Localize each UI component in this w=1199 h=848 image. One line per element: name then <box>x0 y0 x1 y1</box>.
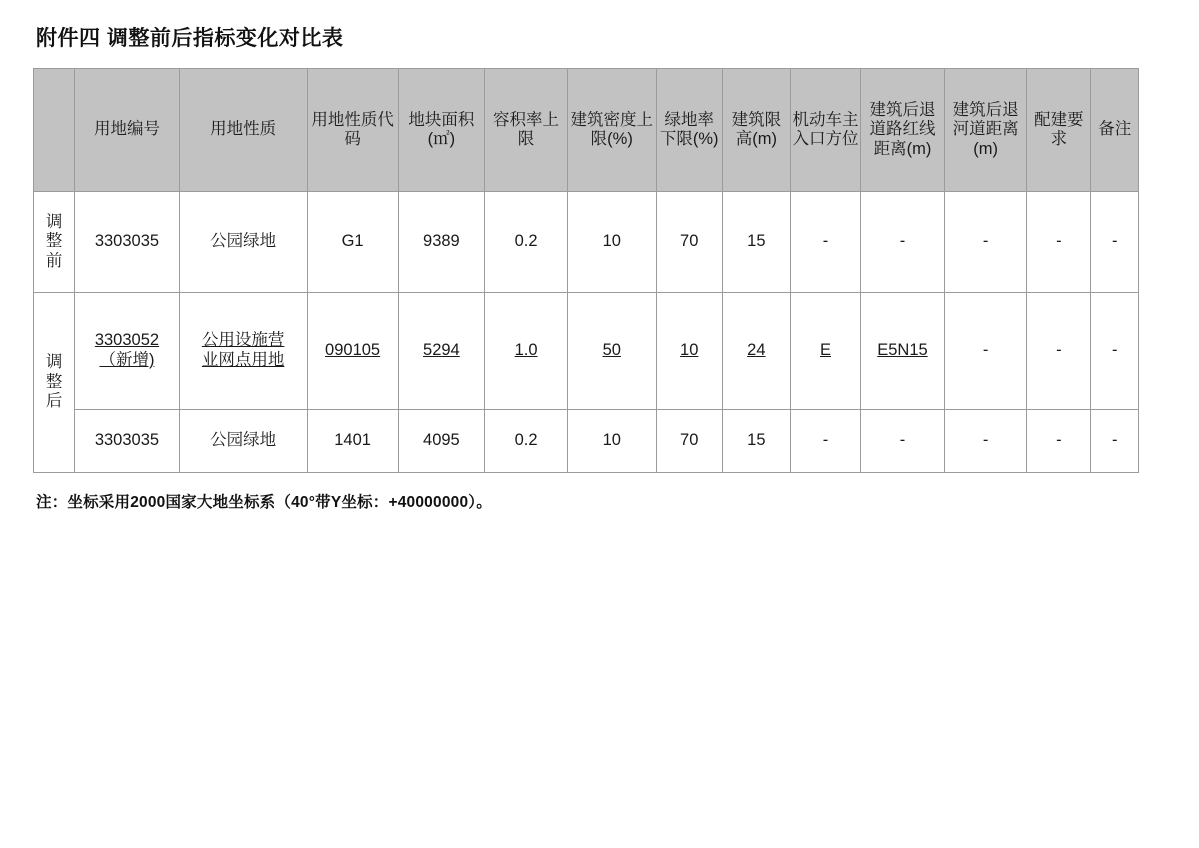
cell-river-setback: - <box>944 192 1027 293</box>
page-title: 附件四 调整前后指标变化对比表 <box>36 27 344 50</box>
cell-green-ratio: 70 <box>656 410 722 473</box>
table-row <box>34 293 1139 410</box>
cell-green-ratio: 70 <box>656 192 722 293</box>
cell-building-density: 10 <box>567 410 656 473</box>
header-river-setback: 建筑后退河道距离(m) <box>944 69 1027 192</box>
cell-vehicle-entrance: - <box>790 410 860 473</box>
header-building-density: 建筑密度上限(%) <box>567 69 656 192</box>
table-note: 注：坐标采用2000国家大地坐标系（40°带Y坐标：+40000000）。 <box>36 494 492 511</box>
cell-height-limit: 15 <box>722 192 790 293</box>
cell-land-code: 3303035 <box>75 410 179 473</box>
cell-supporting-requirement: - <box>1027 293 1091 410</box>
cell-far-limit: 1.0 <box>485 293 568 410</box>
cell-land-code <box>75 293 179 410</box>
header-land-use-code: 用地性质代码 <box>307 69 398 192</box>
cell-building-density: 10 <box>567 192 656 293</box>
cell-green-ratio: 10 <box>656 293 722 410</box>
cell-plot-area: 9389 <box>398 192 485 293</box>
cell-land-use-code: 090105 <box>307 293 398 410</box>
cell-land-use: 公园绿地 <box>179 192 307 293</box>
row-group-label-char: 后 <box>45 392 63 411</box>
cell-height-limit: 24 <box>722 293 790 410</box>
header-vehicle-entrance: 机动车主入口方位 <box>790 69 860 192</box>
table-header-row <box>34 69 1139 192</box>
cell-road-setback: E5N15 <box>861 293 945 410</box>
cell-building-density: 50 <box>567 293 656 410</box>
cell-vehicle-entrance: E <box>790 293 860 410</box>
cell-far-limit: 0.2 <box>485 410 568 473</box>
header-land-use: 用地性质 <box>179 69 307 192</box>
cell-land-code-line1: 3303052 <box>94 331 160 350</box>
row-group-label-before <box>34 192 75 293</box>
row-group-label-after <box>34 293 75 473</box>
header-green-ratio: 绿地率下限(%) <box>656 69 722 192</box>
cell-river-setback: - <box>944 293 1027 410</box>
cell-land-use-code: 1401 <box>307 410 398 473</box>
cell-river-setback: - <box>944 410 1027 473</box>
table-row <box>34 410 1139 473</box>
cell-supporting-requirement: - <box>1027 410 1091 473</box>
cell-remark: - <box>1091 293 1139 410</box>
cell-land-use <box>179 293 307 410</box>
cell-far-limit: 0.2 <box>485 192 568 293</box>
cell-land-code: 3303035 <box>75 192 179 293</box>
row-group-label-char: 前 <box>45 251 63 270</box>
header-corner <box>34 69 75 192</box>
cell-plot-area: 5294 <box>398 293 485 410</box>
header-remark: 备注 <box>1091 69 1139 192</box>
indicator-comparison-table <box>33 68 1139 473</box>
cell-land-code-line2: （新增) <box>99 351 155 369</box>
cell-plot-area: 4095 <box>398 410 485 473</box>
cell-land-use-line2: 业网点用地 <box>201 351 285 369</box>
cell-remark: - <box>1091 192 1139 293</box>
cell-land-use-code: G1 <box>307 192 398 293</box>
header-land-code: 用地编号 <box>75 69 179 192</box>
cell-land-use: 公园绿地 <box>179 410 307 473</box>
row-group-label-char: 整 <box>45 232 63 251</box>
row-group-label-char: 调 <box>45 212 63 231</box>
header-height-limit: 建筑限高(m) <box>722 69 790 192</box>
cell-remark: - <box>1091 410 1139 473</box>
header-supporting-requirement: 配建要求 <box>1027 69 1091 192</box>
cell-land-use-line1: 公用设施营 <box>201 331 285 350</box>
row-group-label-char: 整 <box>45 372 63 391</box>
row-group-label-char: 调 <box>45 353 63 372</box>
cell-road-setback: - <box>861 410 945 473</box>
header-road-setback: 建筑后退道路红线距离(m) <box>861 69 945 192</box>
cell-height-limit: 15 <box>722 410 790 473</box>
header-plot-area: 地块面积(㎡) <box>398 69 485 192</box>
header-far-limit: 容积率上限 <box>485 69 568 192</box>
cell-vehicle-entrance: - <box>790 192 860 293</box>
cell-road-setback: - <box>861 192 945 293</box>
cell-supporting-requirement: - <box>1027 192 1091 293</box>
table-row <box>34 192 1139 293</box>
